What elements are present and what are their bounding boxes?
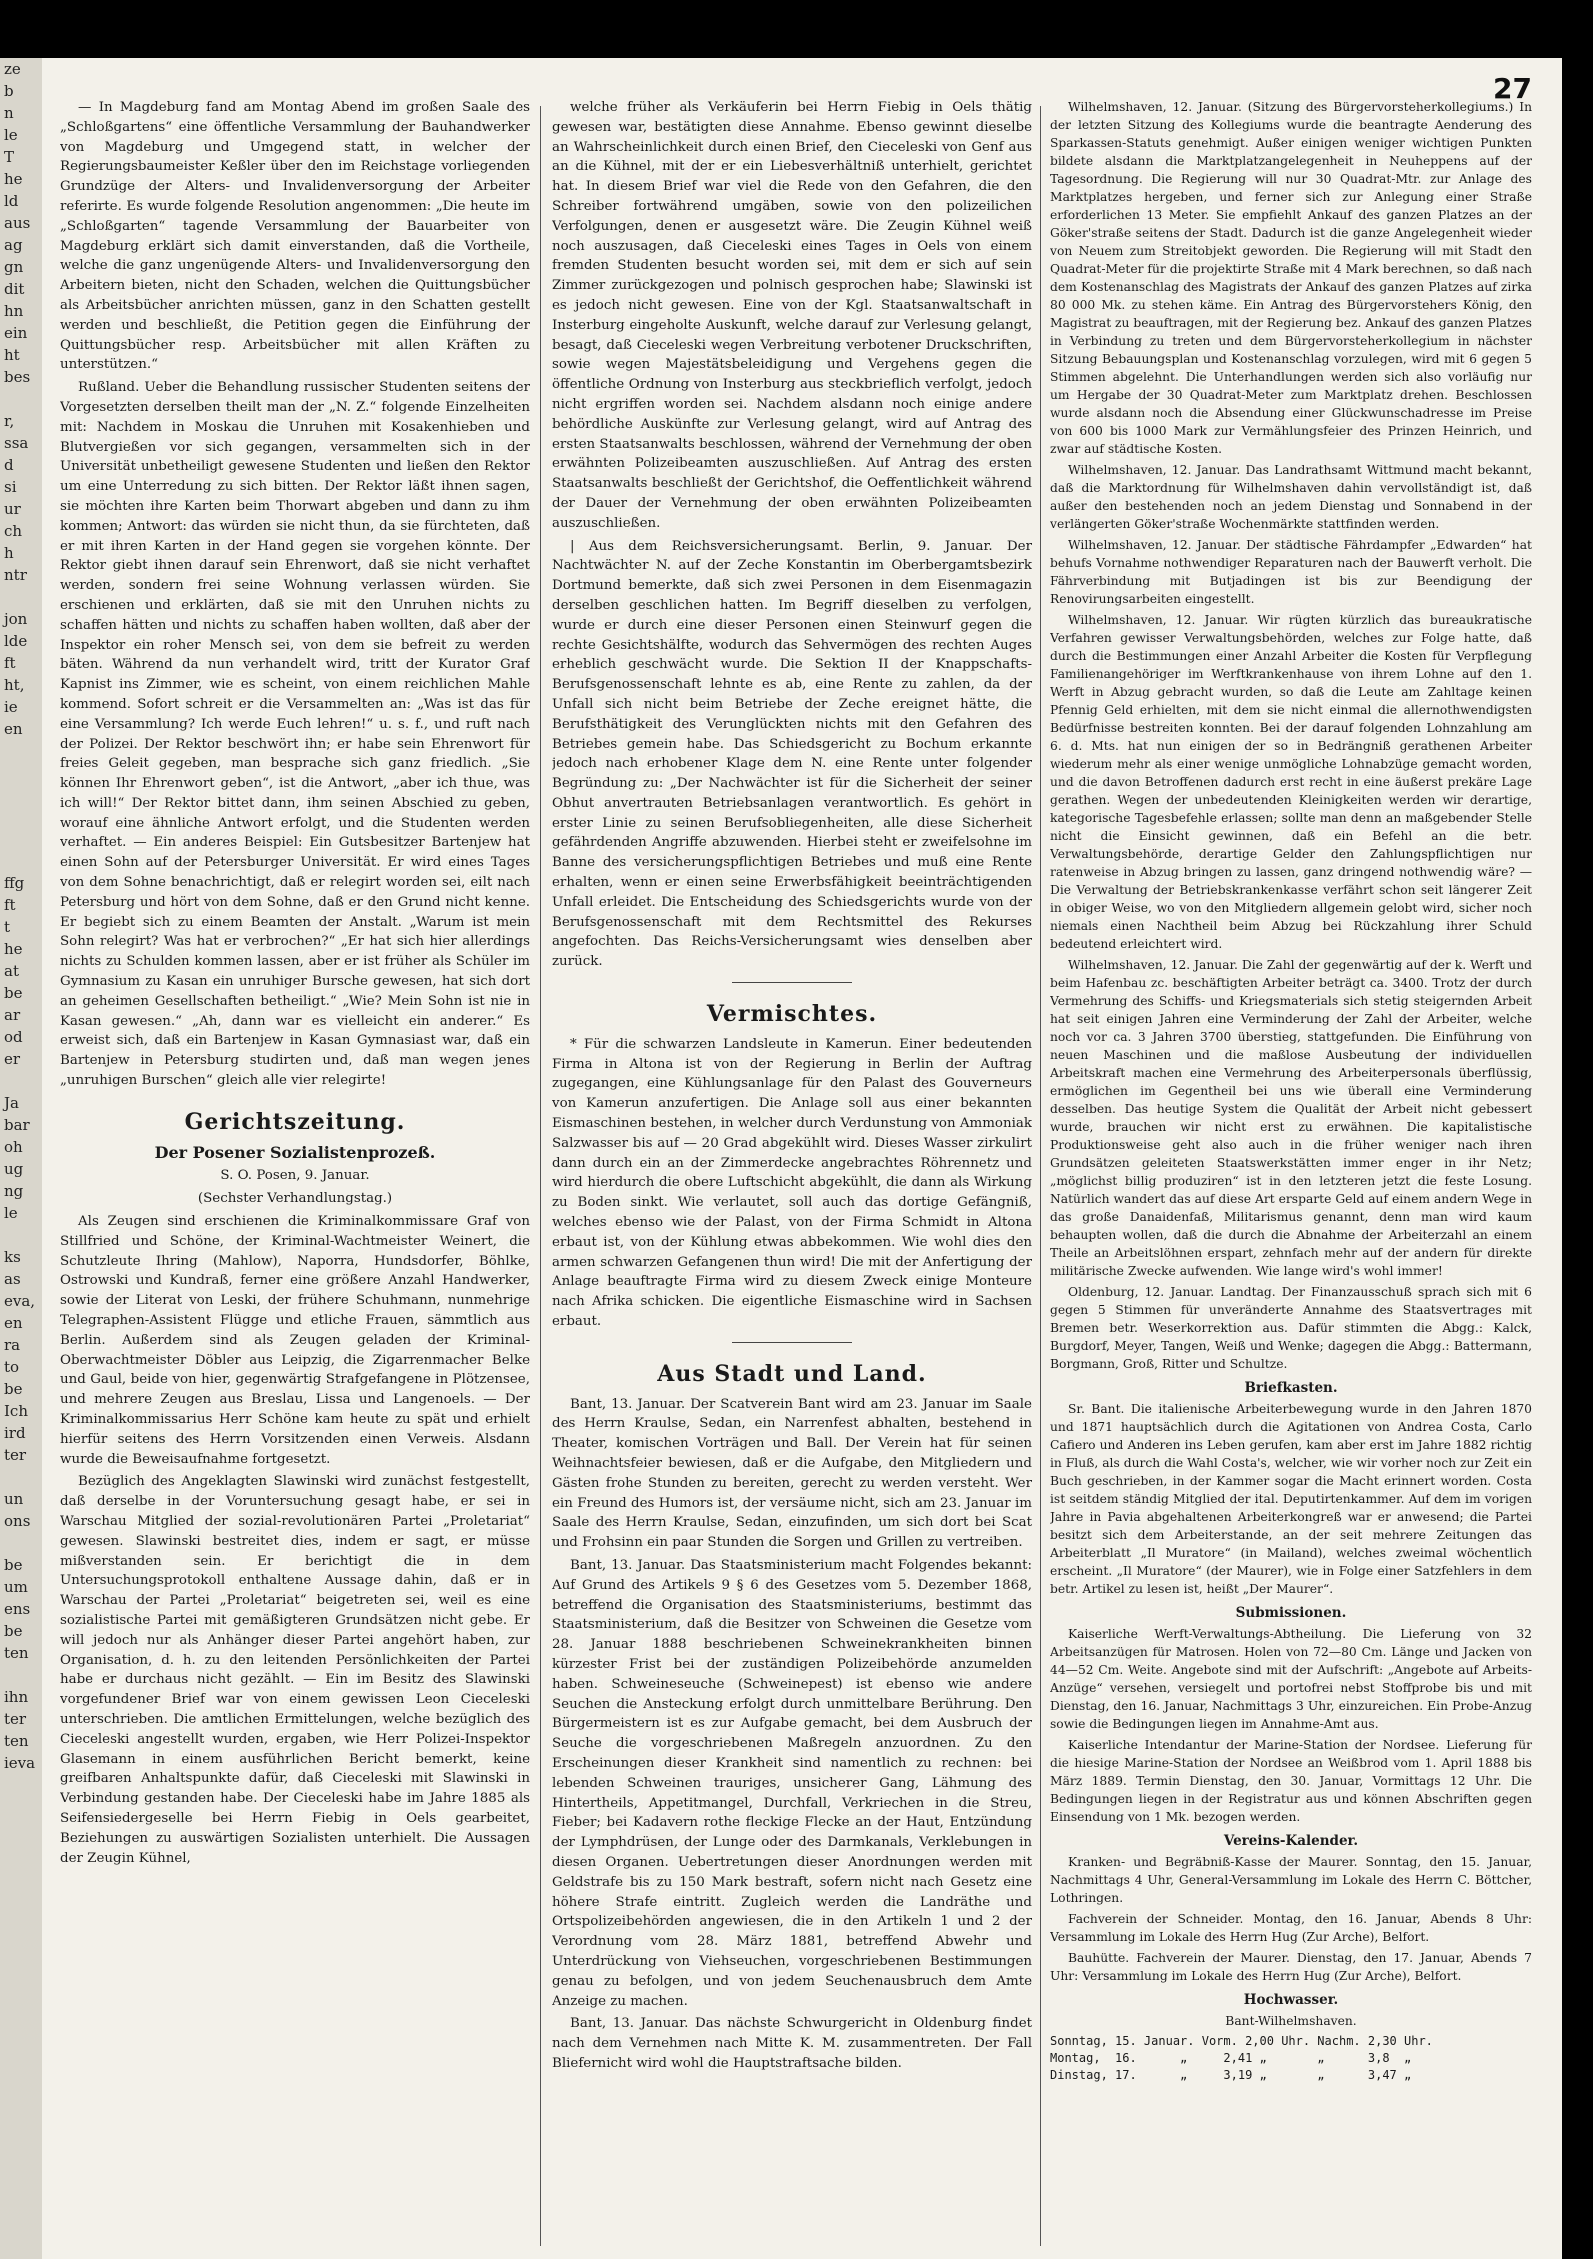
section-heading-submissions: Submissionen.	[1235, 1605, 1347, 1621]
section-heading-local: Aus Stadt und Land.	[657, 1360, 927, 1387]
edge-fragment	[0, 1466, 42, 1488]
edge-fragment: en	[4, 720, 23, 738]
edge-fragment: aus	[4, 214, 31, 232]
edge-fragment: be	[4, 1556, 23, 1574]
edge-fragment: ein	[4, 324, 28, 342]
edge-fragment: ird	[4, 1424, 26, 1442]
edge-fragment: as	[4, 1270, 21, 1288]
local-news: Bant, 13. Januar. Das Staatsministerium macht Folgendes bekannt: Auf Grund des Artikels 9 § 6 des Gesetzes vom 5. Dezember 1868, betreffend die Organisation des Staatsministeriums, bestimmt das Staatsministerium, daß die Besitzer von Schweinen die Gesetze vom 28. Januar 1888 beschriebenen Schweinekrankheiten binnen kürzester Frist bei der zuständigen Polizeibehörde anzumelden haben. Schweineseuche (Schweinepest) ist ebenso wie andere Seuchen die Ansteckung erfolgt durch unmittelbare Berührung. Den Bürgermeistern ist es zur Aufgabe gemacht, bei dem Ausbruch der Seuche die vorgeschriebenen Maßregeln anzuordnen. Zu den Erscheinungen dieser Krankheit sind namentlich zu rechnen: bei lebenden Schweinen trauriges, unsicherer Gang, Lähmung des Hintertheils, Appetitmangel, Durchfall, Verkriechen in die Streu, Fieber; bei Kadavern rothe fleckige Flecke an der Haut, Entzündung der Lymphdrüsen, der Lunge oder des Darmkanals, Verklebungen in diesen Organen. Uebertretungen dieser Anordnungen werden mit Geldstrafe bis zu 150 Mark bestraft, sofern nicht nach Gesetz eine höhere Strafe eintritt. Zugleich werden die Landräthe und Ortspolizeibehörden angewiesen, die in den Artikeln 1 und 2 der Verordnung vom 28. März 1881, betreffend Abwehr und Unterdrückung von Viehseuchen, vorgeschriebenen Bestimmungen genau zu befolgen, und von jedem Seuchenausbruch dem Amte Anzeige zu machen.	[552, 1557, 1032, 2009]
edge-fragment: si	[4, 478, 17, 496]
submission-notice: Kaiserliche Werft-Verwaltungs-Abtheilung. Die Lieferung von 32 Arbeitsanzügen für Matrosen. Holen von 72—80 Cm. Länge und Jacken von 44—52 Cm. Weite. Angebote sind mit der Aufschrift: „Angebote auf Arbeits-Anzüge“ versehen, versiegelt und portofrei nebst Stoffprobe bis und mit Dienstag, den 16. Januar, Nachmittags 3 Uhr, einzureichen. Ein Probe-Anzug sowie die Bedingungen liegen im Annahme-Amt aus.	[1050, 1627, 1532, 1731]
section-heading-letters: Briefkasten.	[1244, 1380, 1338, 1396]
letters-paragraph: Sr. Bant. Die italienische Arbeiterbewegung wurde in den Jahren 1870 und 1871 hauptsächlich durch die Agitationen von Andrea Costa, Carlo Cafiero und Anderen ins Leben gerufen, kam aber erst im Jahre 1882 richtig in Fluß, als durch die Wahl Costa's, welcher, wie wir vorher noch zur Zeit ein Buch geschrieben, in der Kammer sogar die Macht erinnert worden. Costa ist seitdem ständig Mitglied der ital. Deputirtenkammer. Auf dem im vorigen Jahre in Pavia abgehaltenen Arbeiterkongreß war er anwesend; die Partei besitzt sich dem Arbeiterstande, an der seit mehrere Zeitungen das Arbeiterblatt „Il Muratore“ (in Mailand), welches zweimal wöchentlich erscheint. „Il Muratore“ (der Maurer), wie in Folge einer Satzfehlers in dem betr. Artikel zu lesen ist, heißt „Der Maurer“.	[1050, 1402, 1532, 1596]
edge-fragment: ons	[4, 1512, 31, 1530]
edge-fragment: ft	[4, 654, 16, 672]
edge-fragment	[0, 1664, 42, 1686]
section-heading-club-calendar: Vereins-Kalender.	[1223, 1833, 1359, 1849]
edge-fragment: be	[4, 1622, 23, 1640]
club-entry: Kranken- und Begräbniß-Kasse der Maurer. Sonntag, den 15. Januar, Nachmittags 4 Uhr, General-Versammlung im Lokale des Herrn C. Böttcher, Lothringen.	[1050, 1855, 1532, 1905]
edge-fragment: r,	[4, 412, 15, 430]
club-entry: Fachverein der Schneider. Montag, den 16. Januar, Abends 8 Uhr: Versammlung im Lokale des Herrn Hug (Zur Arche), Belfort.	[1050, 1912, 1532, 1944]
edge-fragment: t	[4, 918, 11, 936]
article-heading-trial: Der Posener Sozialistenprozeß.	[154, 1142, 436, 1162]
edge-fragment: jon	[4, 610, 28, 628]
local-news: Wilhelmshaven, 12. Januar. Der städtische Fährdampfer „Edwarden“ hat behufs Vornahme nothwendiger Reparaturen nach der Bauwerft verholt. Die Fährverbindung mit Butjadingen ist bis zur Beendigung der Renovirungsarbeiten eingestellt.	[1050, 538, 1532, 606]
edge-fragment: ur	[4, 500, 21, 518]
edge-fragment	[0, 762, 42, 784]
high-water-row: Sonntag, 15. Januar. Vorm. 2,00 Uhr. Nachm. 2,30 Uhr.	[1050, 2034, 1433, 2048]
edge-fragment: ch	[4, 522, 23, 540]
high-water-table	[1050, 2033, 1532, 2084]
article-reichsversicherungsamt: | Aus dem Reichsversicherungsamt. Berlin, 9. Januar. Der Nachtwächter N. auf der Zeche Konstantin im Oberbergamtsbezirk Dortmund bemerkte, daß sich zwei Personen in dem Eisenmagazin derselben geschlichen hatten. Im Begriff dieselben zu verfolgen, wurde er durch eine dieser Personen einen Steinwurf gegen die rechte Gesichtshälfte, wodurch das Sehvermögen des rechten Auges erheblich geschwächt wurde. Die Sektion II der Knappschafts-Berufsgenossenschaft lehnte es ab, eine Rente zu zahlen, da der Unfall sich nicht beim Betriebe der Zeche ereignet hätte, die Berufsthätigkeit des Verunglückten nichts mit den Gefahren des Betriebes gemein habe. Das Schiedsgericht zu Bochum erkannte jedoch nach erhobener Klage dem N. eine Rente unter folgender Begründung zu: „Der Nachwächter ist für die Sicherheit der seiner Obhut anvertrauten Betriebsanlagen verantwortlich. Es gehört in erster Linie zu seinen Berufsobliegenheiten, alle diese Sicherheit gefährdenden Angriffe abzuwenden. Hierbei steht er zweifelsohne im Banne des versicherungspflichtigen Betriebes und muß eine Rente erhalten, wenn er einen seine Erwerbsfähigkeit beeinträchtigenden Unfall erleidet. Die Entscheidung des Schiedsgerichts wurde von der Berufsgenossenschaft mit dem Rechtsmittel des Rekurses angefochten. Das Reichs-Versicherungsamt wies denselben aber zurück.	[552, 538, 1032, 970]
edge-fragment: er	[4, 1050, 21, 1068]
edge-fragment: un	[4, 1490, 24, 1508]
trial-paragraph: welche früher als Verkäuferin bei Herrn Fiebig in Oels thätig gewesen war, bestätigten diese Annahme. Ebenso gewinnt dieselbe an Wahrscheinlichkeit durch einen Brief, den Cieceleski von Genf aus an die Kühnel, mit der er ein Liebesverhältniß unterhielt, gerichtet hat. In diesem Brief war viel die Rede von den Gefahren, die den Schreiber fortwährend umgäben, sowie von den polizeilichen Verfolgungen, denen er ausgesetzt wäre. Die Zeugin Kühnel weiß noch auszusagen, daß Cieceleski eines Tages in Oels von einem fremden Studenten besucht worden sei, mit dem er sich auf sein Zimmer zurückgezogen und polnisch gesprochen habe; Slawinski ist es jedoch nicht gewesen. Eine von der Kgl. Staatsanwaltschaft in Insterburg eingeholte Auskunft, welche darauf zur Verlesung gelangt, besagt, daß Cieceleski wegen Verbreitung verbotener Druckschriften, sowie wegen Majestätsbeleidigung und Vergehens gegen die öffentliche Ordnung von Insterburg aus steckbrieflich verfolgt, jedoch nicht ergriffen worden sei. Nachdem alsdann noch einige andere behördliche Auskünfte zur Verlesung gelangt, wird auf Antrag des ersten Staatsanwalts beschlossen, während der Vernehmung der oben erwähnten Polizeibeamten auszuschließen. Auf Antrag des ersten Staatsanwalts beschließt der Gerichtshof, die Oeffentlichkeit während der Dauer der Vernehmung der oben erwähnten Polizeibeamten auszuschließen.	[552, 100, 1032, 531]
edge-fragment: Ich	[4, 1402, 28, 1420]
edge-fragment: eva,	[4, 1292, 36, 1310]
edge-fragment	[0, 1224, 42, 1246]
local-news: Wilhelmshaven, 12. Januar. Wir rügten kürzlich das bureaukratische Verfahren gewisser Verwaltungsbehörden, welches zur Folge hatte, daß durch die Bestimmungen einer Anzahl Arbeiter die Kosten für Verpflegung Familienangehöriger im Werftkrankenhause von ihrem Lohne auf den 1. Werft in Abzug gebracht wurden, so daß die Leute am Zahltage keinen Pfennig Geld erhielten, mit dem sie nicht einmal die allernothwendigsten Bedürfnisse bestreiten konnten. Bei der darauf folgenden Lohnzahlung am 6. d. Mts. hat nun einigen der so in Bedrängniß gerathenen Arbeiter wiederum mehr als einer wenige unmögliche Lohnabzüge gemacht worden, und die davon Betroffenen dadurch erst recht in eine äußerst prekäre Lage gerathen. Wegen der unbedeutenden Kleinigkeiten werden wir derartige, kategorische Tagesbefehle erlassen; sollte man denn an maßgebender Stelle nicht die Einsicht gewinnen, daß ein Befehl an die betr. Verwaltungsbehörde, derartige Gelder den Zahlungspflichtigen nur ratenweise in Abzug bringen zu lassen, ganz dringend nothwendig wäre? — Die Verwaltung der Betriebskrankenkasse verfährt schon seit längerer Zeit in obiger Weise, wo von den Mitgliedern allgemein gelobt wird, sicher noch niemals einen Nachtheil beim Abzug bei Rückzahlung ihrer Schuld bedeutend erleichtert wird.	[1050, 613, 1532, 951]
edge-fragment	[0, 1532, 42, 1554]
local-news: Bant, 13. Januar. Das nächste Schwurgericht in Oldenburg findet nach dem Vernehmen nach Mitte K. M. zusammentreten. Der Fall Bliefernicht wird wohl die Hauptstraftsache bilden.	[552, 2016, 1032, 2071]
edge-fragment: ssa	[4, 434, 29, 452]
column-rule	[1040, 106, 1041, 2246]
local-news: Wilhelmshaven, 12. Januar. (Sitzung des Bürgervorsteherkollegiums.) In der letzten Sitzung des Kollegiums wurde die beantragte Aenderung des Sparkassen-Statuts genehmigt. Außer einigen weniger wichtigen Punkten bildete alsdann die Marktplatzangelegenheit in Neuheppens auf der Tagesordnung. Die Regierung will nur 30 Quadrat-Mtr. zur Anlage des Marktplatzes hergeben, und ferner sich zur Anlegung einer Straße erforderlichen 13 Meter. Sie empfiehlt Ankauf des ganzen Platzes an der Göker'straße seitens der Stadt. Dadurch ist die ganze Angelegenheit wieder von Neuem zum Streitobjekt geworden. Die Regierung will mit Stadt den Quadrat-Meter für die projektirte Straße mit 4 Mark berechnen, so daß nach dem Kostenanschlag des Magistrats der Ankauf des ganzen Platzes auf zirka 80 000 Mk. zu stehen käme. Ein Antrag des Bürgervorstehers König, den Magistrat zu beauftragen, mit der Regierung bez. Ankauf des ganzen Platzes in Verbindung zu treten und dem Bürgervorsteherkollegium in nächster Sitzung Bebauungsplan und Kostenanschlag vorzulegen, wird mit 6 gegen 5 Stimmen abgelehnt. Die Unterhandlungen werden sich also vorläufig nur um Hergabe der 30 Quadrat-Meter zum Marktplatz drehen. Beschlossen wurde alsdann noch die Absendung einer Glückwunschadresse im Preise von 600 bis 1000 Mark zur Vermählungsfeier des Prinzen Heinrich, und zwar auf städtische Kosten.	[1050, 100, 1532, 456]
edge-fragment	[0, 740, 42, 762]
submission-notice: Kaiserliche Intendantur der Marine-Station der Nordsee. Lieferung für die hiesige Marine-Station der Nordsee an Weißbrod vom 1. April 1888 bis März 1889. Termin Dienstag, den 30. Januar, Vormittags 12 Uhr. Die Bedingungen liegen in der Registratur aus und können Abschriften gegen Einsendung von 1 Mk. bezogen werden.	[1050, 1738, 1532, 1824]
section-heading-court: Gerichtszeitung.	[184, 1108, 406, 1135]
article-kamerun: * Für die schwarzen Landsleute in Kamerun. Einer bedeutenden Firma in Altona ist von der Regierung in Berlin der Auftrag zugegangen, eine Kühlungsanlage für den Palast des Gouverneurs von Kamerun anzufertigen. Die Anlage soll aus einer bekannten Eismaschinen bestehen, in welcher durch Verdunstung von Ammoniak Salzwasser bis auf — 20 Grad abgekühlt wird. Dieses Wasser zirkulirt dann durch ein an der Zimmerdecke angebrachtes Röhrennetz und wird hierdurch die obere Luftschicht abgekühlt, die dann als Wirkung zu Boden sinkt. Wie verlautet, soll auch das dortige Gefängniß, welches ebenso wie der Palast, von der Firma Schmidt in Altona erbaut ist, von der Kühlung etwas abbekommen. Wie wohl dies den armen schwarzen Gefangenen thun wird! Die mit der Anfertigung der Anlage beauftragte Firma wird zu diesem Zweck einige Monteure nach Afrika schicken. Die eigentliche Eismaschine wird in Sachsen erbaut.	[552, 1036, 1032, 1330]
edge-fragment: ze	[4, 60, 21, 78]
edge-fragment: ag	[4, 236, 23, 254]
edge-fragment: ft	[4, 896, 16, 914]
divider	[732, 1342, 852, 1343]
edge-fragment: ieva	[4, 1754, 36, 1772]
edge-fragment: um	[4, 1578, 28, 1596]
previous-page-edge	[0, 58, 42, 2259]
divider	[732, 982, 852, 983]
edge-fragment: be	[4, 984, 23, 1002]
edge-fragment: ld	[4, 192, 19, 210]
local-news: Wilhelmshaven, 12. Januar. Das Landrathsamt Wittmund macht bekannt, daß die Marktordnung für Wilhelmshaven dahin vervollständigt ist, daß außer den bestehenden noch an jedem Dienstag und Sonnabend in der verlängerten Göker'straße Wochenmärkte stattfinden werden.	[1050, 463, 1532, 531]
edge-fragment: le	[4, 126, 18, 144]
edge-fragment: en	[4, 1314, 23, 1332]
edge-fragment: oh	[4, 1138, 23, 1156]
edge-fragment: hn	[4, 302, 24, 320]
trial-day: (Sechster Verhandlungstag.)	[197, 1191, 393, 1207]
edge-fragment: to	[4, 1358, 20, 1376]
edge-fragment: od	[4, 1028, 23, 1046]
article-magdeburg: — In Magdeburg fand am Montag Abend im großen Saale des „Schloßgartens“ eine öffentliche Versammlung der Bauhandwerker von Magdeburg und Umgegend statt, in welcher der Regierungsbaumeister Keßler über den im Reichstage vorliegenden Grundzüge der Alters- und Invalidenversorgung der Arbeiter referirte. Es wurde folgende Resolution angenommen: „Die heute im „Schloßgarten“ tagende Versammlung der Bauarbeiter von Magdeburg erklärt sich damit einverstanden, daß die Vortheile, welche die ganz ungenügende Alters- und Invalidenversorgung den Arbeitern bieten, nicht den Schaden, welchen die Quittungsbücher als Arbeitsbücher anrichten müssen, ganz in den Schatten gestellt werden und beschließt, die Petition gegen die Einführung der Quittungsbücher resp. Arbeitsbücher mit allen Kräften zu unterstützen.“	[60, 100, 530, 373]
edge-fragment: he	[4, 170, 23, 188]
edge-fragment: bes	[4, 368, 31, 386]
trial-paragraph: Bezüglich des Angeklagten Slawinski wird zunächst festgestellt, daß derselbe in der Voruntersuchung gesagt habe, er sei in Warschau Mitglied der sozial-revolutionären Partei „Proletariat“ gewesen. Slawinski bestreitet dies, indem er sagt, er müsse mißverstanden sein. Er berichtigt die in dem Untersuchungsprotokoll enthaltene Aussage dahin, daß er in Warschau der Partei „Proletariat“ beigetreten sei, weil es eine sozialistische Partei mit gemäßigteren Grundsätzen nicht gebe. Er will jedoch nur als Anhänger dieser Partei angehört haben, zur Organisation, d. h. zu den leitenden Persönlichkeiten der Partei habe er durchaus nicht gezählt. — Ein im Besitz des Slawinski vorgefundener Brief war von einem gewissen Leon Cieceleski unterschrieben. Die amtlichen Ermittelungen, welche bezüglich des Cieceleski angestellt wurden, ergaben, wie Herr Polizei-Inspektor Glasemann in einem ausführlichen Bericht bemerkt, keine greifbaren Anhaltspunkte dafür, daß Cieceleski mit Slawinski in Verbindung gestanden habe. Der Cieceleski habe im Jahre 1885 als Seifensiedergeselle bei Herrn Fiebig in Oels gearbeitet, Beziehungen zu auswärtigen Sozialisten unterhielt. Die Aussagen der Zeugin Kühnel,	[60, 1474, 530, 1866]
edge-fragment: h	[4, 544, 14, 562]
edge-fragment	[0, 806, 42, 828]
edge-fragment: le	[4, 1204, 18, 1222]
section-heading-high-water: Hochwasser.	[1243, 1992, 1339, 2008]
edge-fragment	[0, 388, 42, 410]
edge-fragment: ten	[4, 1732, 29, 1750]
edge-fragment: ntr	[4, 566, 27, 584]
local-news: Wilhelmshaven, 12. Januar. Die Zahl der gegenwärtig auf der k. Werft und beim Hafenbau zc. beschäftigten Arbeiter beträgt ca. 3400. Trotz der durch Vermehrung des Schiffs- und Kriegsmaterials sich stetig steigernden Arbeit hat seit einigen Jahren eine Verminderung der Zahl der Arbeiter, welche noch vor ca. 3 Jahren 3700 überstieg, stattgefunden. Die Einführung von neuen Maschinen und die maßlose Ausbeutung der individuellen Arbeitskraft machen eine Vermehrung des Arbeiterpersonals überflüssig, ermöglichen im Gegentheil bei uns wie überall eine Verminderung desselben. Das heutige System die Qualität der Arbeit nicht gebessert wurde, brauchen wir nicht erst zu erwähnen. Die kapitalistische Produktionsweise geht also auch in die früher weniger nach ihren Grundsätzen geleiteten Staatswerkstätten immer enger in ihr Netz; „möglichst billig produziren“ ist in den letzteren jetzt die feste Losung. Natürlich wandert das auf diese Art ersparte Geld auf einem andern Wege in das große Danaidenfaß, Militarismus genannt, denn man wird kaum behaupten wollen, daß die durch die Abnahme der Arbeiterzahl an einem Theile an Arbeitslöhnen erspart, zehnfach mehr auf der andern für direkte militärische Zwecke aufwenden. Wie lange wird's wohl immer!	[1050, 958, 1532, 1278]
edge-fragment: ks	[4, 1248, 21, 1266]
edge-fragment: ihn	[4, 1688, 29, 1706]
newspaper-page	[42, 58, 1562, 2259]
edge-fragment: b	[4, 82, 14, 100]
edge-fragment: Ja	[4, 1094, 19, 1112]
edge-fragment: ter	[4, 1446, 27, 1464]
edge-fragment: ffg	[4, 874, 25, 892]
edge-fragment: at	[4, 962, 19, 980]
edge-fragment	[0, 784, 42, 806]
article-russland: Rußland. Ueber die Behandlung russischer Studenten seitens der Vorgesetzten derselben theilt man der „N. Z.“ folgende Einzelheiten mit: Nachdem in Moskau die Unruhen mit Kosakenhieben und Blutvergießen vor sich gegangen, versammelten sich in der Universität unbetheiligt gewesene Studenten und ließen den Rektor um eine Unterredung zu sich bitten. Der Rektor läßt ihnen sagen, sie möchten ihre Karten beim Thorwart abgeben und dann zu ihm kommen; Antwort: das würden sie nicht thun, da sie fürchteten, daß er mit ihren Karten in der Hand gegen sie vorgehen könnte. Der Rektor giebt ihnen darauf sein Ehrenwort, daß sie nicht verhaftet werden, sondern frei seine Wohnung verlassen würden. Sie erschienen und erklärten, daß sie mit den Unruhen nichts zu schaffen hätten und nichts zu schaffen haben wollten, daß aber der Inspektor ein roher Mensch sei, von dem sie befreit zu werden bäten. Während da nun verhandelt wird, tritt der Kurator Graf Kapnist ins Zimmer, wie es scheint, von einem reichlichen Mahle kommend. Sofort schreit er die Versammelten an: „Was ist das für eine Versammlung? Ich werde Euch lehren!“ u. s. f., und ruft nach der Polizei. Der Rektor beschwört ihn; er habe sein Ehrenwort für freies Geleit gegeben, man besprache sich ganz friedlich. „Sie können Ihr Ehrenwort geben“, ist die Antwort, „aber ich thue, was ich will!“ Der Rektor bittet dann, ihm seinen Abschied zu geben, worauf eine ähnliche Antwort erfolgt, und die Studenten werden verhaftet. — Ein anderes Beispiel: Ein Gutsbesitzer Bartenjew hat einen Sohn auf der Petersburger Universität. Er wird eines Tages von dem Sohne benachrichtigt, daß er relegirt worden sei, eilt nach Petersburg und hört von dem Sohne, daß er den Grund nicht kenne. Er begiebt sich zu einem Beamten der Anstalt. „Warum ist mein Sohn relegirt? Was hat er verbrochen?“ „Er hat sich hier allerdings nichts zu Schulden kommen lassen, aber er ist früher als Schüler im Gymnasium zu Kasan ein unruhiger Bursche gewesen, hat sich dort an geheimen Gesellschaften betheiligt.“ „Wie? Mein Sohn ist nie in Kasan gewesen.“ „Ah, dann war es vielleicht ein anderer.“ Es erweist sich, daß ein Bartenjew in Kasan Gymnasiast war, daß ein Bartenjew in Petersburg studirten und, daß man wegen jenes „unruhigen Burschen“ gleich alle vier relegirte!	[60, 380, 530, 1089]
edge-fragment: ug	[4, 1160, 24, 1178]
local-news: Bant, 13. Januar. Der Scatverein Bant wird am 23. Januar im Saale des Herrn Kraulse, Sedan, ein Narrenfest abhalten, bestehend in Theater, komischen Vorträgen und Ball. Der Verein hat für seinen Weihnachtsfeier bewiesen, daß er die Aufgabe, den Mitgliedern und Gästen frohe Stunden zu bereiten, gerecht zu werden versteht. Wer ein Freund des Humors ist, der versäume nicht, sich am 23. Januar im Saale des Herrn Kraulse, Sedan, einzufinden, um sich dort bei Scat und Frohsinn ein paar Stunden die Sorgen und Grillen zu vertreiben.	[552, 1396, 1032, 1551]
trial-paragraph: Als Zeugen sind erschienen die Kriminalkommissare Graf von Stillfried und Schöne, der Kriminal-Wachtmeister Weinert, die Schutzleute Ihring (Mahlow), Naporra, Hundsdorfer, Böhlke, Ostrowski und Kundraß, ferner eine größere Anzahl Handwerker, sowie der Literat von Leski, der frühere Schuhmann, nunmehrige Telegraphen-Assistent Flügge und etliche Frauen, sämmtlich aus Berlin. Außerdem sind als Zeugen geladen der Kriminal-Oberwachtmeister Döbler aus Leipzig, die Zigarrenmacher Belke und Gaul, beide von hier, gegenwärtig Strafgefangene in Plötzensee, und mehrere Zeugen aus Breslau, Lissa und Langenoels. — Der Kriminalkommissarius Herr Schöne kam heute zu spät und erhielt hierfür seitens des Herrn Vorsitzenden einen Verweis. Alsdann wurde die Beweisaufnahme fortgesetzt.	[60, 1214, 530, 1467]
edge-fragment: ht	[4, 346, 20, 364]
edge-fragment: ens	[4, 1600, 31, 1618]
club-entry: Bauhütte. Fachverein der Maurer. Dienstag, den 17. Januar, Abends 7 Uhr: Versammlung im Lokale des Herrn Hug (Zur Arche), Belfort.	[1050, 1951, 1532, 1983]
dateline: S. O. Posen, 9. Januar.	[220, 1168, 370, 1184]
edge-fragment: ten	[4, 1644, 29, 1662]
high-water-place: Bant-Wilhelmshaven.	[1225, 2014, 1357, 2028]
edge-fragment	[0, 586, 42, 608]
edge-fragment: lde	[4, 632, 28, 650]
edge-fragment: dit	[4, 280, 25, 298]
edge-fragment: T	[4, 148, 15, 166]
edge-fragment: n	[4, 104, 14, 122]
edge-fragment: d	[4, 456, 14, 474]
edge-fragment: gn	[4, 258, 24, 276]
edge-fragment: be	[4, 1380, 23, 1398]
page-number: 27	[1493, 72, 1532, 105]
edge-fragment: ter	[4, 1710, 27, 1728]
edge-fragment: ht,	[4, 676, 25, 694]
edge-fragment: bar	[4, 1116, 30, 1134]
local-news: Oldenburg, 12. Januar. Landtag. Der Finanzausschuß sprach sich mit 6 gegen 5 Stimmen für unveränderte Annahme des Staatsvertrages mit Bremen betr. Weserkorrektion aus. Dafür stimmten die Abgg.: Kalck, Burgdorf, Meyer, Tangen, Weiß und Wenke; dagegen die Abgg.: Battermann, Borgmann, Groß, Ritter und Schultze.	[1050, 1285, 1532, 1371]
edge-fragment: ar	[4, 1006, 21, 1024]
edge-fragment: he	[4, 940, 23, 958]
section-heading-misc: Vermischtes.	[706, 1001, 878, 1028]
edge-fragment	[0, 828, 42, 850]
column-1	[60, 98, 530, 2258]
edge-fragment	[0, 850, 42, 872]
column-rule	[540, 106, 541, 2246]
column-2	[552, 98, 1032, 2258]
edge-fragment: ra	[4, 1336, 21, 1354]
high-water-row: Montag, 16. „ 2,41 „ „ 3,8 „	[1050, 2051, 1412, 2065]
column-3	[1050, 98, 1532, 2258]
high-water-row: Dinstag, 17. „ 3,19 „ „ 3,47 „	[1050, 2068, 1412, 2082]
edge-fragment	[0, 1070, 42, 1092]
edge-fragment: ng	[4, 1182, 24, 1200]
edge-fragment: ie	[4, 698, 18, 716]
